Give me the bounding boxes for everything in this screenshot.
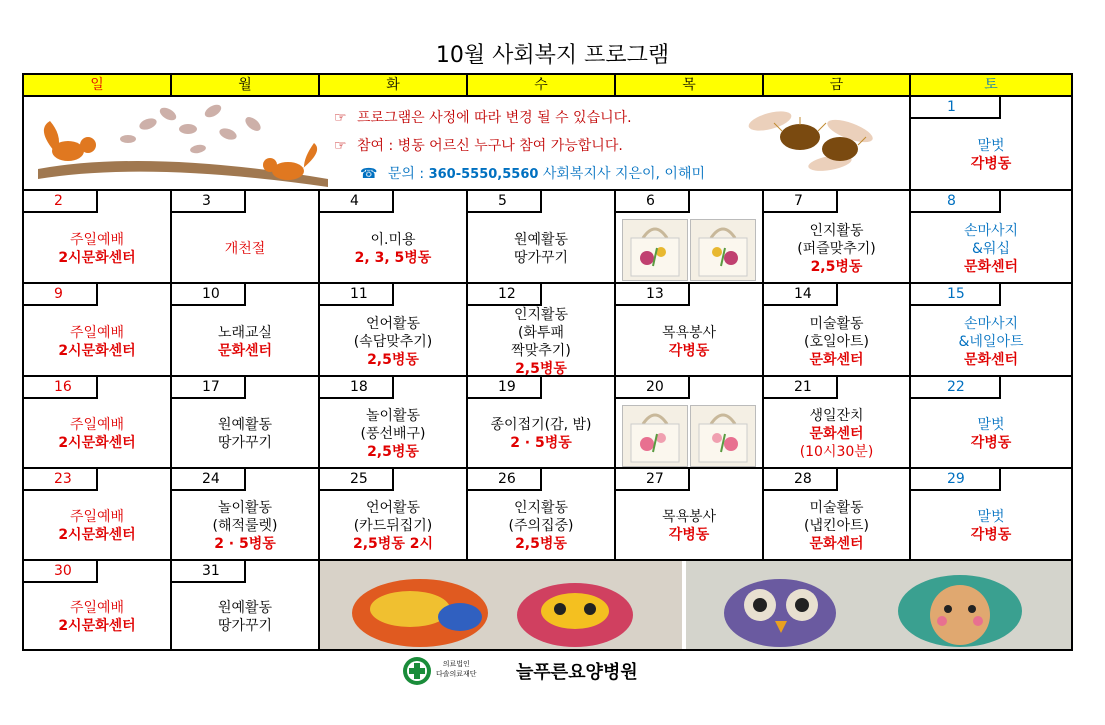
event-line: 짝맞추기) <box>511 343 571 359</box>
day-cell-22 <box>911 377 1071 469</box>
day-number: 2 <box>24 191 98 213</box>
event-line: 2시문화센터 <box>58 618 136 634</box>
event-line: &네일아트 <box>958 333 1024 350</box>
day-cell-24 <box>172 469 320 561</box>
day-number: 17 <box>172 377 246 399</box>
day-events <box>24 508 170 544</box>
event-line: 주일예배 <box>69 417 125 433</box>
day-number: 11 <box>320 284 394 306</box>
day-cell-2 <box>24 191 172 284</box>
day-events <box>911 508 1071 544</box>
event-line: 미술활동 <box>809 315 864 332</box>
day-events <box>320 499 466 553</box>
squirrel-illustration <box>28 99 338 189</box>
event-line: 말벗 <box>977 509 1005 525</box>
day-cell-23 <box>24 469 172 561</box>
day-cell-31 <box>172 561 320 651</box>
day-cell-30 <box>24 561 172 651</box>
day-events <box>172 499 318 553</box>
day-number: 10 <box>172 284 246 306</box>
event-line: 주일예배 <box>69 509 125 525</box>
day-number: 14 <box>764 284 838 306</box>
notice-line-2: ☞ 참여 : 병동 어르신 누구나 참여 가능합니다. <box>334 138 623 154</box>
event-line: &워십 <box>972 240 1010 257</box>
notice-line-1: ☞ 프로그램은 사정에 따라 변경 될 수 있습니다. <box>334 110 632 126</box>
event-line: 문화센터 <box>809 536 864 552</box>
day-events <box>24 324 170 360</box>
day-cell-8 <box>911 191 1071 284</box>
day-cell-3 <box>172 191 320 284</box>
tote-bag-photo <box>622 405 688 467</box>
event-line: (해적룰렛) <box>212 518 278 534</box>
day-number: 28 <box>764 469 838 491</box>
weekday-sun: 일 <box>24 75 172 97</box>
day-number: 15 <box>911 284 1001 306</box>
day-cell-10 <box>172 284 320 377</box>
day-events <box>24 599 170 635</box>
event-line: 노래교실 <box>217 324 273 341</box>
event-line: (속담맞추기) <box>353 333 433 350</box>
event-line: 목욕봉사 <box>661 509 717 525</box>
day-cell-4 <box>320 191 468 284</box>
event-line: 말벗 <box>977 138 1005 154</box>
event-line: 원예활동 <box>217 417 273 433</box>
day-number: 19 <box>468 377 542 399</box>
day-number: 1 <box>911 97 1001 119</box>
day-cell-26 <box>468 469 616 561</box>
event-line: 각병동 <box>668 527 710 543</box>
event-line: 2,5병동 <box>367 444 419 460</box>
pointer-icon: ☞ <box>334 138 347 154</box>
event-line: 2시문화센터 <box>58 342 136 359</box>
event-line: 2,5병동 <box>367 351 419 368</box>
event-line: 원예활동 <box>513 231 569 248</box>
event-line: 2시문화센터 <box>58 249 136 266</box>
day-number: 4 <box>320 191 394 213</box>
day-cell-17 <box>172 377 320 469</box>
event-line: (호일아트) <box>803 333 870 350</box>
event-line: 주일예배 <box>69 231 125 248</box>
day-number: 24 <box>172 469 246 491</box>
tote-bag-photo <box>690 405 756 467</box>
event-line: 인지활동 <box>809 222 864 239</box>
event-line: 말벗 <box>977 417 1005 433</box>
day-number: 18 <box>320 377 394 399</box>
chestnut-illustration <box>740 101 890 181</box>
event-line: (화투패 <box>517 325 565 341</box>
day-events <box>172 599 318 635</box>
day-events <box>320 407 466 461</box>
day-events <box>172 416 318 452</box>
day-number: 13 <box>616 284 690 306</box>
day-events <box>764 499 909 553</box>
footer-foundation: 의료법인 다솔의료재단 <box>436 660 477 678</box>
event-line: 2,5병동 <box>810 258 863 275</box>
event-line: 땅가꾸기 <box>217 618 273 634</box>
day-number: 7 <box>764 191 838 213</box>
phone-icon: ☎ <box>360 166 378 182</box>
day-events <box>616 324 762 360</box>
day-cell-27 <box>616 469 764 561</box>
event-line: 2,5병동 <box>515 536 567 552</box>
event-line: 2, 3, 5병동 <box>354 249 432 266</box>
day-number: 12 <box>468 284 542 306</box>
event-line: 2,5병동 2시 <box>353 536 433 552</box>
event-line: 주일예배 <box>69 600 125 616</box>
event-line: 문화센터 <box>217 342 273 359</box>
day-cell-20 <box>616 377 764 469</box>
event-line: 손마사지 <box>963 315 1019 332</box>
day-events <box>468 306 614 377</box>
event-line: (카드뒤집기) <box>353 518 433 534</box>
event-line: (10시30분) <box>799 444 874 460</box>
day-cell-28 <box>764 469 911 561</box>
day-cell-14 <box>764 284 911 377</box>
day-number: 26 <box>468 469 542 491</box>
day-cell-7 <box>764 191 911 284</box>
day-number: 22 <box>911 377 1001 399</box>
day-number: 25 <box>320 469 394 491</box>
day-events <box>320 315 466 369</box>
day-number: 6 <box>616 191 690 213</box>
event-line: 각병동 <box>970 527 1012 543</box>
weekday-thu: 목 <box>616 75 764 97</box>
event-line: 각병동 <box>970 435 1012 451</box>
day-number: 27 <box>616 469 690 491</box>
day-events <box>468 499 614 553</box>
day-events <box>764 407 909 461</box>
day-events <box>172 240 318 258</box>
event-line: 인지활동 <box>513 500 569 516</box>
day-cell-19 <box>468 377 616 469</box>
event-line: 손마사지 <box>963 222 1019 239</box>
event-line: 언어활동 <box>365 500 421 516</box>
event-line: (냅킨아트) <box>803 518 870 534</box>
event-line: 주일예배 <box>69 324 125 341</box>
day-cell-5 <box>468 191 616 284</box>
event-line: 이.미용 <box>370 231 416 248</box>
day-events <box>911 315 1071 369</box>
page-title: 10월 사회복지 프로그램 <box>435 43 670 68</box>
day-cell-25 <box>320 469 468 561</box>
event-line: 원예활동 <box>217 600 273 616</box>
mask-craft-photos <box>320 561 1071 649</box>
event-line: 놀이활동 <box>217 500 273 516</box>
day-cell-15 <box>911 284 1071 377</box>
day-number: 9 <box>24 284 98 306</box>
event-line: (주의집중) <box>508 518 574 534</box>
day-events <box>468 231 614 267</box>
event-line: 2시문화센터 <box>58 435 136 451</box>
pointer-icon: ☞ <box>334 110 347 126</box>
day-events <box>911 416 1071 452</box>
day-number: 16 <box>24 377 98 399</box>
day-events <box>172 324 318 360</box>
event-line: (풍선배구) <box>360 426 426 442</box>
event-line: 목욕봉사 <box>661 324 717 341</box>
event-line: 2 · 5병동 <box>214 536 276 552</box>
day-events <box>911 222 1071 276</box>
tote-bag-photo <box>622 219 688 281</box>
hospital-cross-logo <box>402 656 432 686</box>
day-number: 3 <box>172 191 246 213</box>
day-cell-6 <box>616 191 764 284</box>
tote-bag-photo <box>690 219 756 281</box>
calendar-grid <box>22 73 1073 651</box>
notice-banner <box>24 97 911 191</box>
event-line: 문화센터 <box>963 258 1019 275</box>
day-cell-16 <box>24 377 172 469</box>
weekday-wed: 수 <box>468 75 616 97</box>
day-number: 20 <box>616 377 690 399</box>
day-cell-11 <box>320 284 468 377</box>
day-number: 31 <box>172 561 246 583</box>
weekday-fri: 금 <box>764 75 911 97</box>
day-number: 21 <box>764 377 838 399</box>
event-line: 인지활동 <box>513 307 569 323</box>
event-line: 언어활동 <box>365 315 421 332</box>
event-line: 문화센터 <box>809 351 864 368</box>
day-cell-21 <box>764 377 911 469</box>
day-events <box>320 231 466 267</box>
day-cell-29 <box>911 469 1071 561</box>
event-line: 개천절 <box>224 240 266 257</box>
day-events <box>616 508 762 544</box>
weekday-sat: 토 <box>911 75 1071 97</box>
event-line: 미술활동 <box>809 500 864 516</box>
day-cell-13 <box>616 284 764 377</box>
weekday-mon: 월 <box>172 75 320 97</box>
footer <box>0 656 1105 686</box>
day-events <box>764 315 909 369</box>
notice-line-3: ☎ 문의 : 360-5550,5560 사회복지사 지은이, 이해미 <box>360 166 705 182</box>
day-cell-18 <box>320 377 468 469</box>
event-line: 땅가꾸기 <box>217 435 273 451</box>
day-cell-1 <box>911 97 1071 191</box>
footer-hospital-name: 늘푸른요양병원 <box>516 662 638 683</box>
event-line: 각병동 <box>668 342 710 359</box>
day-events <box>24 231 170 267</box>
event-line: 종이접기(감, 밤) <box>490 417 592 433</box>
event-line: 땅가꾸기 <box>513 249 569 266</box>
event-line: (퍼즐맞추기) <box>797 240 876 257</box>
event-line: 생일잔치 <box>809 408 864 424</box>
day-events <box>911 137 1071 173</box>
event-line: 문화센터 <box>963 351 1019 368</box>
weekday-tue: 화 <box>320 75 468 97</box>
day-cell-9 <box>24 284 172 377</box>
day-cell-12 <box>468 284 616 377</box>
day-number: 30 <box>24 561 98 583</box>
day-number: 8 <box>911 191 1001 213</box>
event-line: 2,5병동 <box>515 361 567 377</box>
day-events <box>24 416 170 452</box>
event-line: 각병동 <box>970 156 1012 172</box>
event-line: 문화센터 <box>809 426 864 442</box>
day-number: 5 <box>468 191 542 213</box>
day-events <box>764 222 909 276</box>
day-number: 29 <box>911 469 1001 491</box>
event-line: 2 · 5병동 <box>510 435 572 451</box>
day-events <box>468 416 614 452</box>
event-line: 놀이활동 <box>365 408 421 424</box>
day-number: 23 <box>24 469 98 491</box>
event-line: 2시문화센터 <box>58 527 136 543</box>
